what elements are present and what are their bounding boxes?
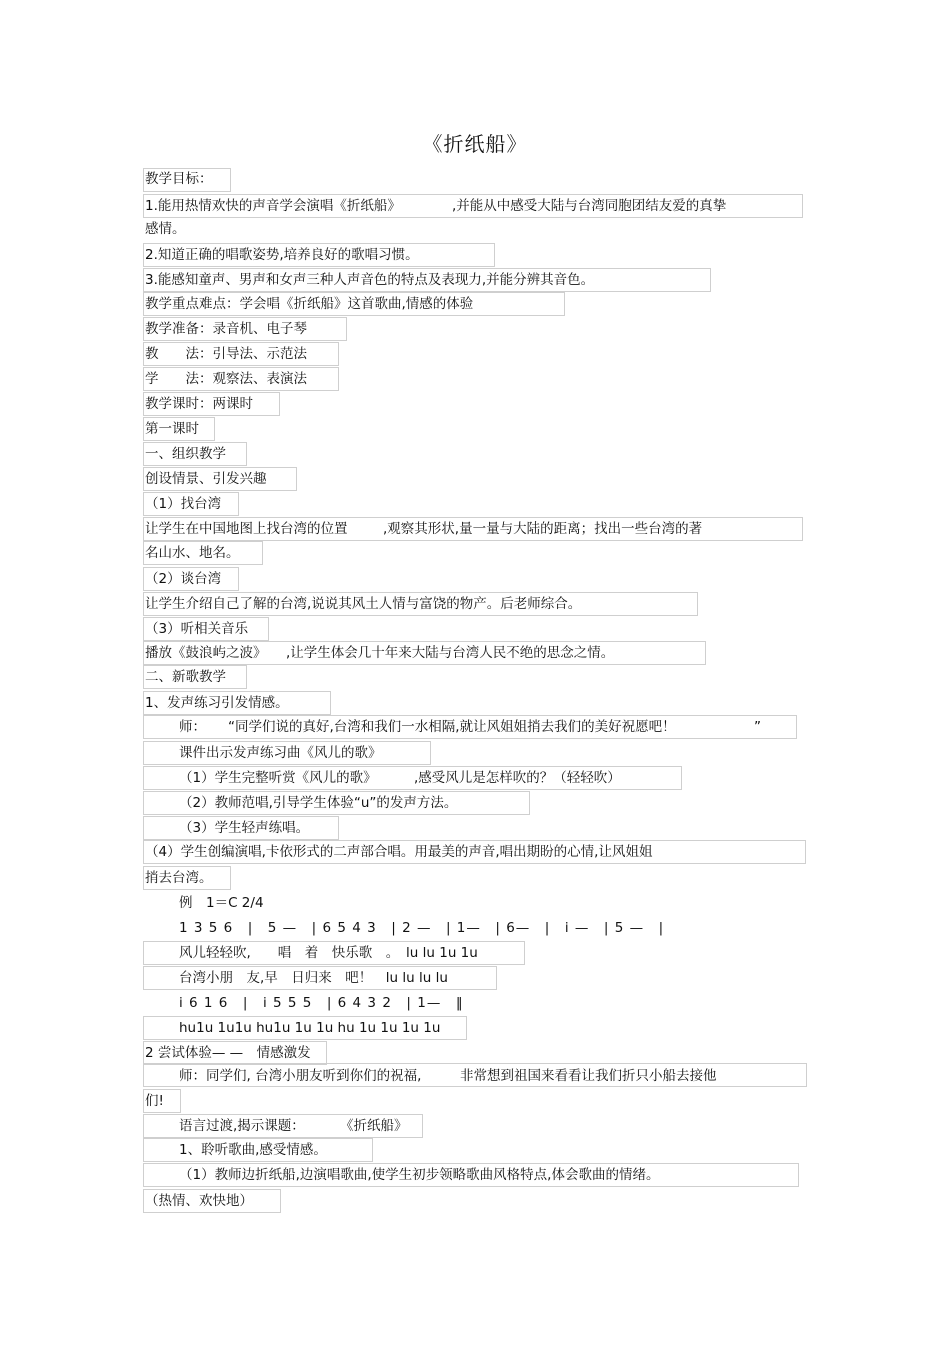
talk-taiwan-text: 让学生介绍自己了解的台湾,说说其风土人情与富饶的物产。后老师综合。	[145, 596, 582, 612]
objective-1-part-b: ,并能从中感受大陆与台湾同胞团结友爱的真挚	[452, 198, 727, 214]
mood-note: （热情、欢快地）	[145, 1193, 253, 1209]
teacher-blessing-c: 们!	[145, 1093, 164, 1109]
play-music-text-b: ,让学生体会几十年来大陆与台湾人民不绝的思念之情。	[286, 645, 615, 661]
find-taiwan-text-a: 让学生在中国地图上找台湾的位置	[145, 521, 348, 537]
lyrics-line-1: 风儿轻轻吹, 唱 着 快乐歌 。 lu lu 1u 1u	[179, 945, 478, 961]
example-key: 例 1＝C 2/4	[179, 895, 264, 911]
section-organize: 一、组织教学	[145, 446, 226, 462]
teacher-quote-end: ”	[754, 719, 761, 735]
class-hours: 教学课时：两课时	[145, 396, 253, 412]
teacher-blessing-b: 非常想到祖国来看看让我们折只小船去接他	[460, 1068, 717, 1084]
teacher-quote: “同学们说的真好,台湾和我们一水相隔,就让风姐姐捎去我们的美好祝愿吧！	[228, 719, 676, 735]
key-difficulty: 教学重点难点：学会唱《折纸船》这首歌曲,情感的体验	[145, 296, 474, 312]
teacher-label: 师：	[179, 719, 206, 735]
substep-1-a: （1）学生完整听赏《风儿的歌》	[179, 770, 377, 786]
find-taiwan-text-b: ,观察其形状,量一量与大陆的距离；找出一些台湾的著	[383, 521, 703, 537]
transition-label: 语言过渡,揭示课题：	[179, 1118, 305, 1134]
listen-song: 1、聆听歌曲,感受情感。	[179, 1142, 327, 1158]
substep-4: （4）学生创编演唱,卡依形式的二声部合唱。用最美的声音,唱出期盼的心情,让风姐姐	[145, 844, 653, 860]
teacher-blessing-a: 师：同学们, 台湾小朋友听到你们的祝福,	[179, 1068, 422, 1084]
objective-1-part-c: 感情。	[145, 221, 186, 237]
play-music-text-a: 播放《鼓浪屿之波》	[145, 645, 267, 661]
step-talk-taiwan: （2）谈台湾	[145, 571, 222, 587]
create-scene: 创设情景、引发兴趣	[145, 471, 267, 487]
teaching-method: 教 法：引导法、示范法	[145, 346, 307, 362]
substep-3: （3）学生轻声练唱。	[179, 820, 310, 836]
substep-4-cont: 捎去台湾。	[145, 870, 213, 886]
first-lesson: 第一课时	[145, 421, 199, 437]
teacher-folds-boat: （1）教师边折纸船,边演唱歌曲,使学生初步领略歌曲风格特点,体会歌曲的情绪。	[179, 1167, 660, 1183]
teaching-prep: 教学准备：录音机、电子琴	[145, 321, 307, 337]
step-listen-music: （3）听相关音乐	[145, 621, 249, 637]
notation-line-1: 1 3 5 6 | 5 — | 6 5 4 3 | 2 — | 1— | 6— | i — | 5 — |	[179, 920, 665, 936]
objective-3: 3.能感知童声、男声和女声三种人声音色的特点及表现力,并能分辨其音色。	[145, 272, 595, 288]
find-taiwan-text-c: 名山水、地名。	[145, 545, 240, 561]
section-try-experience: 2 尝试体验— — 情感激发	[145, 1045, 311, 1061]
section-new-song: 二、新歌教学	[145, 669, 226, 685]
courseware-song: 课件出示发声练习曲《风儿的歌》	[179, 745, 382, 761]
lyrics-line-2: 台湾小朋 友,早 日归来 吧！ lu lu lu lu	[179, 970, 448, 986]
syllable-line: hu1u 1u1u hu1u 1u 1u hu 1u 1u 1u 1u	[179, 1020, 441, 1036]
learning-method: 学 法：观察法、表演法	[145, 371, 307, 387]
step-find-taiwan: （1）找台湾	[145, 496, 222, 512]
objective-1-part-a: 1.能用热情欢快的声音学会演唱《折纸船》	[145, 198, 401, 214]
topic-title: 《折纸船》	[340, 1118, 408, 1134]
vocal-practice: 1、发声练习引发情感。	[145, 695, 289, 711]
objective-2: 2.知道正确的唱歌姿势,培养良好的歌唱习惯。	[145, 247, 419, 263]
notation-line-2: i 6 1 6 | i 5 5 5 | 6 4 3 2 | 1— ‖	[179, 995, 464, 1011]
substep-1-b: ,感受风儿是怎样吹的？（轻轻吹）	[414, 770, 621, 786]
substep-2: （2）教师范唱,引导学生体验“u”的发声方法。	[179, 795, 458, 811]
objectives-heading: 教学目标：	[145, 171, 213, 187]
document-title: 《折纸船》	[422, 132, 528, 156]
